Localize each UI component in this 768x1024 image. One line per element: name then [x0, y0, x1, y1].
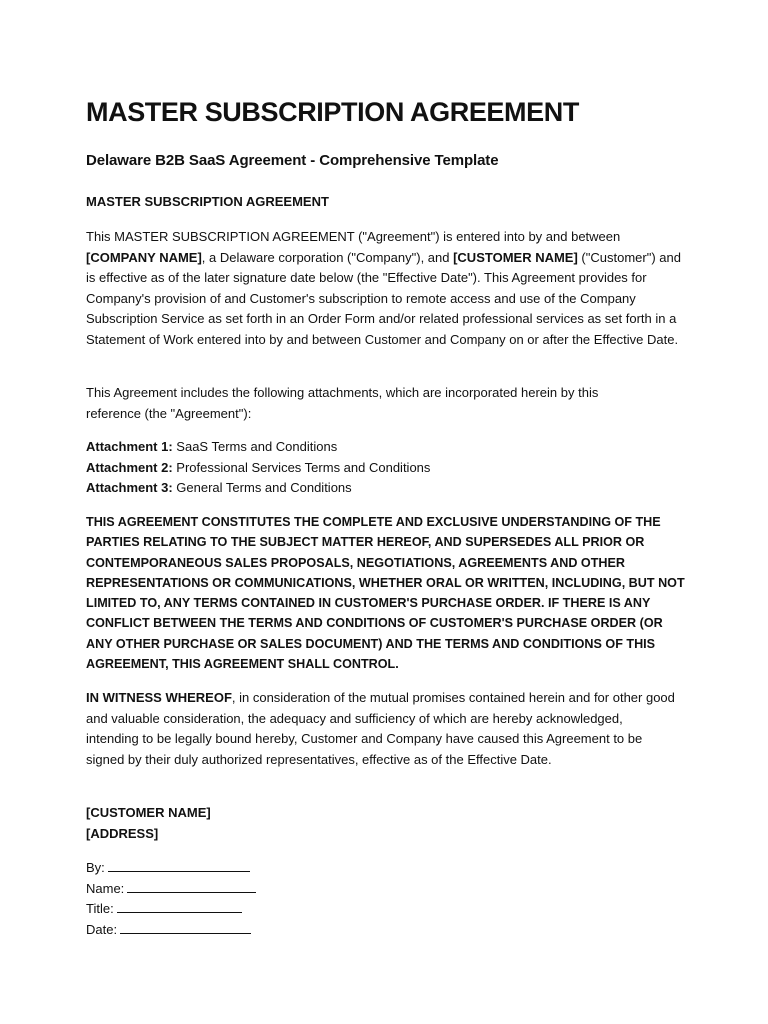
signature-field-title: [86, 899, 686, 920]
signature-party-block: [86, 803, 686, 844]
attachment-label: Attachment 2:: [86, 459, 173, 475]
signature-address: [ADDRESS]: [86, 825, 159, 841]
document-title: MASTER SUBSCRIPTION AGREEMENT: [86, 97, 579, 127]
intro-text-1: This MASTER SUBSCRIPTION AGREEMENT ("Agreement") is entered into by and between: [86, 229, 621, 244]
attachment-text: SaaS Terms and Conditions: [172, 439, 338, 454]
field-label: Name:: [86, 880, 125, 896]
intro-text-2: , a Delaware corporation ("Company"), and: [201, 249, 454, 265]
field-label: By:: [86, 860, 105, 875]
signature-field-by: [86, 858, 686, 879]
witness-paragraph: [86, 688, 678, 770]
attachment-item: [86, 458, 686, 479]
customer-name-placeholder: [CUSTOMER NAME]: [453, 249, 578, 265]
exclusive-understanding-clause: THIS AGREEMENT CONSTITUTES THE COMPLETE AND EXCLUSIVE UNDERSTANDING OF THE PARTIES RELATING TO THE SUBJECT MATTER HEREOF, AND SUPERSEDES ALL PRIOR OR CONTEMPORANEOUS SALES PROPOSALS, NEGOTIATIONS, AGREEMENTS AND OTHER REPRESENTATIONS OR COMMUNICATIONS, WHETHER ORAL OR WRITTEN, INCLUDING, BUT NOT LIMITED TO, ANY TERMS CONTAINED IN CUSTOMER'S PURCHASE ORDER. IF THERE IS ANY CONFLICT BETWEEN THE TERMS AND CONDITIONS OF CUSTOMER'S PURCHASE ORDER (OR ANY OTHER PURCHASE OR SALES DOCUMENT) AND THE TERMS AND CONDITIONS OF THIS AGREEMENT, THIS AGREEMENT SHALL CONTROL.: [86, 515, 685, 672]
date-blank-line[interactable]: [120, 921, 251, 934]
field-label: Date:: [86, 921, 118, 937]
field-label: Title:: [86, 901, 114, 916]
attachments-intro: This Agreement includes the following attachments, which are incorporated herein by this reference (the "Agreement"):: [86, 385, 599, 421]
signature-field-name: [86, 879, 686, 900]
company-name-placeholder: [COMPANY NAME]: [86, 249, 202, 265]
intro-paragraph: [86, 227, 686, 350]
attachment-item: [86, 478, 686, 499]
attachments-list: [86, 437, 686, 499]
attachment-text: General Terms and Conditions: [172, 480, 352, 495]
witness-lead: IN WITNESS WHEREOF: [86, 690, 232, 705]
attachment-label: Attachment 3:: [86, 480, 173, 495]
witness-text: , in consideration of the mutual promises contained herein and for other good and valuable consideration, the adequacy and sufficiency of which are hereby acknowledged, intending to be legally bound hereby, Customer and Company have caused this Agreement to be signed by their duly authorized representatives, effective as of the Effective Date.: [86, 690, 675, 767]
signature-blank-line[interactable]: [108, 859, 250, 872]
attachment-text: Professional Services Terms and Conditions: [172, 459, 431, 475]
attachment-label: Attachment 1:: [86, 439, 173, 454]
document-subtitle: Delaware B2B SaaS Agreement - Comprehensive Template: [86, 152, 499, 169]
title-blank-line[interactable]: [117, 900, 242, 913]
name-blank-line[interactable]: [127, 880, 256, 893]
attachment-item: [86, 437, 686, 458]
signature-field-date: [86, 920, 686, 941]
intro-text-3: ("Customer") and is effective as of the later signature date below (the "Effective Date"). This Agreement provides for Company's provision of and Customer's subscription to remote access and use of the Company Subscription Service as set forth in an Order Form and/or related professional services as set forth in a Statement of Work entered into by and between Customer and Company on or after the Effective Date.: [86, 249, 681, 347]
signature-party-name: [CUSTOMER NAME]: [86, 805, 211, 820]
agreement-heading: MASTER SUBSCRIPTION AGREEMENT: [86, 194, 329, 209]
signature-fields: [86, 858, 686, 940]
